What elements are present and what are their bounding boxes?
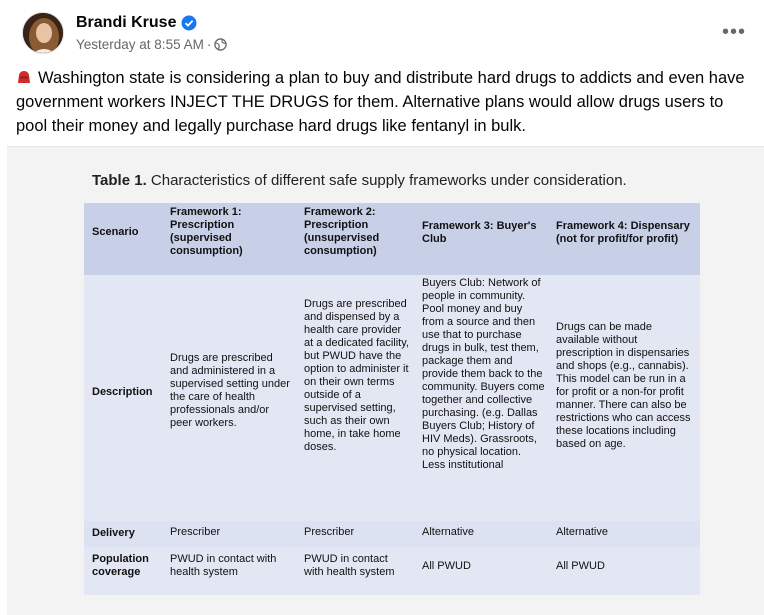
- post-body: Washington state is considering a plan to buy and distribute hard drugs to addicts and even have government workers INJECT THE DRUGS for them. Alternative plans would allow drugs users to pool their money and legally purchase hard drugs like fentanyl in bulk.: [16, 69, 745, 135]
- cell-description-fw3: Buyers Club: Network of people in community. Pool money and buy from a source and then use that to purchase drugs in bulk, test them, package them and provide them back to the community. Buyers come together and collective purchasing. (e.g. Dallas Buyers Club; History of HIV Meds). Grassroots, no physical location. Less institutional: [422, 277, 545, 471]
- table-header-row: [84, 203, 700, 275]
- cell-delivery-fw4: Alternative: [556, 526, 608, 538]
- avatar[interactable]: [22, 12, 64, 54]
- post-timestamp[interactable]: Yesterday at 8:55 AM: [76, 37, 204, 52]
- cell-delivery-fw3: Alternative: [422, 526, 474, 538]
- cell-population-fw3: All PWUD: [422, 560, 471, 572]
- caption-text: Characteristics of different safe supply frameworks under consideration.: [146, 172, 627, 189]
- header-framework-1: Framework 1: Prescription (supervised consumption): [170, 206, 243, 257]
- table-row-delivery: [84, 521, 700, 547]
- header-framework-4: Framework 4: Dispensary (not for profit/for profit): [556, 220, 690, 245]
- author-name[interactable]: Brandi Kruse: [76, 14, 177, 31]
- post-text: [16, 66, 751, 138]
- row-label-population: Population coverage: [92, 553, 149, 578]
- red-emoji-icon: [16, 69, 32, 85]
- post-header: [22, 12, 752, 56]
- cell-population-fw2: PWUD in contact with health system: [304, 553, 395, 578]
- table-row-population: [84, 547, 700, 595]
- row-label-description: Description: [92, 386, 153, 398]
- table-row-description: [84, 275, 700, 521]
- caption-label: Table 1.: [92, 172, 147, 189]
- timestamp-row: [76, 37, 227, 52]
- cell-delivery-fw1: Prescriber: [170, 526, 221, 538]
- globe-icon[interactable]: [214, 38, 227, 51]
- table-caption: [92, 172, 627, 189]
- frameworks-table: [84, 203, 700, 595]
- cell-description-fw1: Drugs are prescribed and administered in a supervised setting under the care of health professionals and/or peer workers.: [170, 352, 290, 429]
- row-label-delivery: Delivery: [92, 527, 135, 539]
- cell-description-fw4: Drugs can be made available without prescription in dispensaries and shops (e.g., cannabis). This model can be run in a for profit or a non-for profit manner. There can also be restrictions who can access these locations including based on age.: [556, 321, 691, 450]
- verified-badge-icon: [181, 15, 197, 31]
- cell-description-fw2: Drugs are prescribed and dispensed by a health care provider at a dedicated facility, but PWUD have the option to administer it on their own terms outside of a supervised setting, such as their own home, in take home doses.: [304, 298, 409, 453]
- cell-population-fw4: All PWUD: [556, 560, 605, 572]
- cell-population-fw1: PWUD in contact with health system: [170, 553, 277, 578]
- header-framework-2: Framework 2: Prescription (unsupervised consumption): [304, 206, 380, 257]
- header-scenario: Scenario: [92, 226, 139, 238]
- cell-delivery-fw2: Prescriber: [304, 526, 355, 538]
- separator-dot: ·: [206, 37, 212, 52]
- more-options-button[interactable]: •••: [721, 20, 746, 43]
- header-framework-3: Framework 3: Buyer's Club: [422, 220, 537, 245]
